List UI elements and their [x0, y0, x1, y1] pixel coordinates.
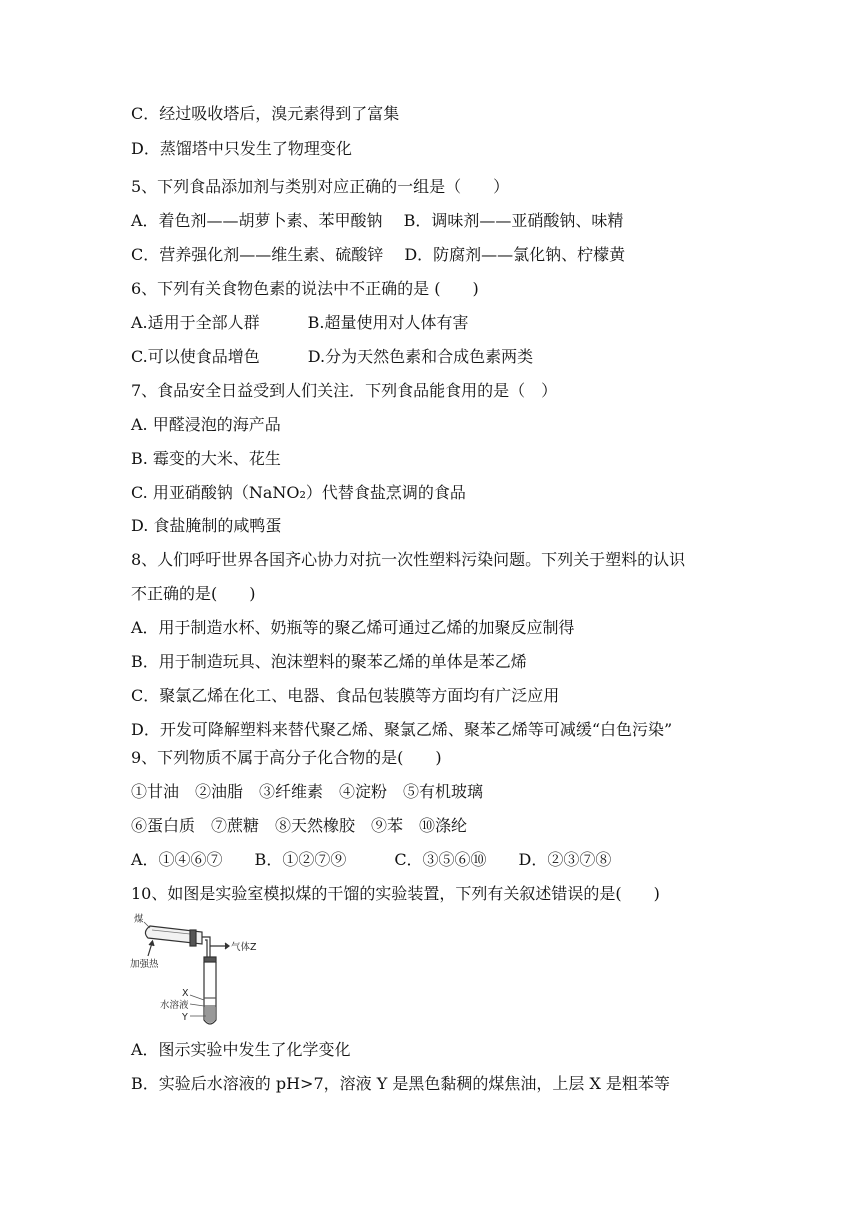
question-line: A.适用于全部人群 B.超量使用对人体有害	[131, 313, 469, 332]
question-line: D．蒸馏塔中只发生了物理变化	[131, 139, 352, 158]
question-line: A. 甲醛浸泡的海产品	[131, 415, 281, 434]
question-line: ①甘油 ②油脂 ③纤维素 ④淀粉 ⑤有机玻璃	[131, 782, 484, 801]
question-line: 6、下列有关食物色素的说法中不正确的是 ( )	[131, 279, 479, 298]
coal-distillation-apparatus-figure	[130, 912, 280, 1034]
question-line: C.可以使食品增色 D.分为天然色素和合成色素两类	[131, 347, 534, 366]
question-line: D. 食盐腌制的咸鸭蛋	[131, 516, 282, 535]
gas-z-label: 气体Z	[231, 942, 257, 953]
question-line: A．着色剂——胡萝卜素、苯甲酸钠 B．调味剂——亚硝酸钠、味精	[131, 211, 624, 230]
question-line: 10、如图是实验室模拟煤的干馏的实验装置，下列有关叙述错误的是( )	[131, 884, 660, 903]
question-line: C．营养强化剂——维生素、硫酸锌 D．防腐剂——氯化钠、柠檬黄	[131, 245, 626, 264]
question-line: 不正确的是( )	[131, 584, 256, 603]
question-line: A．图示实验中发生了化学变化	[131, 1040, 351, 1059]
question-line: C．聚氯乙烯在化工、电器、食品包装膜等方面均有广泛应用	[131, 686, 560, 705]
x-label: X	[182, 988, 189, 999]
aqueous-solution-label: 水溶液	[160, 1000, 189, 1011]
question-line: C. 用亚硝酸钠（NaNO₂）代替食盐烹调的食品	[131, 483, 466, 502]
question-line: ⑥蛋白质 ⑦蔗糖 ⑧天然橡胶 ⑨苯 ⑩涤纶	[131, 816, 468, 835]
question-line: 8、人们呼吁世界各国齐心协力对抗一次性塑料污染问题。下列关于塑料的认识	[131, 550, 686, 569]
strong-heat-label: 加强热	[130, 959, 159, 970]
question-line: C．经过吸收塔后，溴元素得到了富集	[131, 104, 400, 123]
coal-label: 煤	[134, 914, 144, 925]
question-line: D．开发可降解塑料来替代聚乙烯、聚氯乙烯、聚苯乙烯等可减缓“白色污染”	[131, 720, 673, 739]
question-line: 7、食品安全日益受到人们关注．下列食品能食用的是（ ）	[131, 381, 558, 400]
question-line: A．用于制造水杯、奶瓶等的聚乙烯可通过乙烯的加聚反应制得	[131, 618, 575, 637]
question-line: A．①④⑥⑦ B．①②⑦⑨ C．③⑤⑥⑩ D．②③⑦⑧	[131, 850, 612, 869]
question-line: B. 霉变的大米、花生	[131, 449, 281, 468]
question-line: B．用于制造玩具、泡沫塑料的聚苯乙烯的单体是苯乙烯	[131, 652, 527, 671]
question-line: B．实验后水溶液的 pH>7，溶液 Y 是黑色黏稠的煤焦油，上层 X 是粗苯等	[131, 1074, 670, 1093]
question-line: 5、下列食品添加剂与类别对应正确的一组是（ ）	[131, 177, 510, 196]
question-line: 9、下列物质不属于高分子化合物的是( )	[131, 748, 442, 767]
y-label: Y	[182, 1012, 188, 1023]
